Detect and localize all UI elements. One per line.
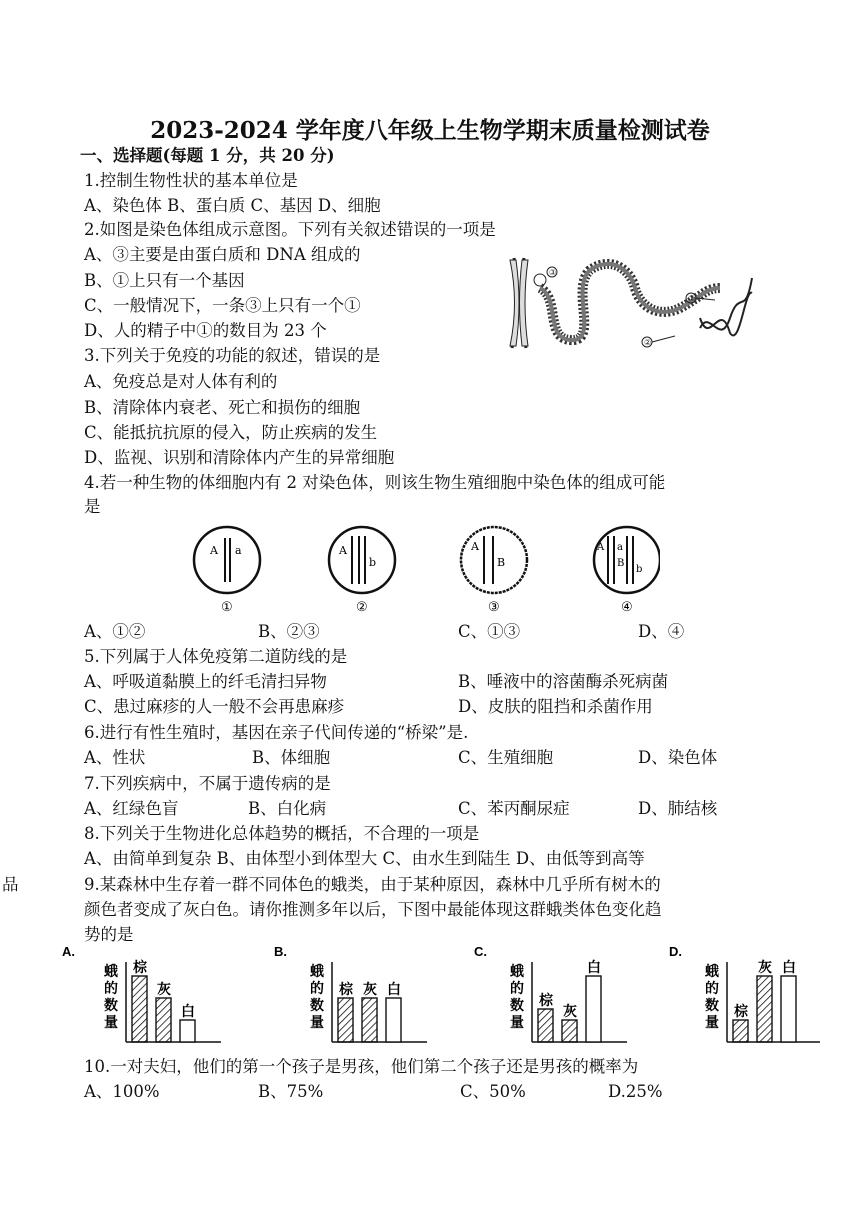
- cell-3-num: ③: [488, 600, 500, 615]
- chart-2-bar-label-3: 白: [387, 982, 401, 998]
- chart-2-bar-label-1: 棕: [339, 982, 353, 998]
- moth-charts: [60, 942, 820, 1052]
- q10-option-b: B、75%: [258, 1082, 324, 1101]
- chart-1-bar-3: [180, 1020, 195, 1042]
- cell-2-letter-b: b: [369, 556, 377, 569]
- cell-1: [194, 527, 260, 615]
- q2-option-a: A、③主要是由蛋白质和 DNA 组成的: [84, 245, 361, 264]
- q5-option-c: C、患过麻疹的人一般不会再患麻疹: [84, 697, 345, 716]
- chart-3-bar-label-1: 棕: [539, 993, 553, 1009]
- q5-option-d: D、皮肤的阻挡和杀菌作用: [458, 697, 653, 716]
- margin-mark: 品: [2, 875, 19, 894]
- chromosome-figure: [500, 248, 760, 360]
- cell-2-letter-a: A: [339, 544, 347, 557]
- q8-stem: 8.下列关于生物进化总体趋势的概括，不合理的一项是: [84, 824, 480, 843]
- chart-1-bar-label-2: 灰: [157, 982, 171, 998]
- cell-2: [329, 527, 395, 615]
- q5-option-b: B、唾液中的溶菌酶杀死病菌: [458, 672, 669, 691]
- chart-1-bar-label-1: 棕: [133, 960, 147, 976]
- cell-4-letter-a: A: [597, 542, 605, 553]
- q4-option-c: C、①③: [458, 622, 521, 641]
- chart-3-panel-label: C.: [474, 944, 487, 959]
- q3-option-a: A、免疫总是对人体有利的: [84, 372, 278, 391]
- q10-stem: 10.一对夫妇，他们的第一个孩子是男孩，他们第二个孩子还是男孩的概率为: [84, 1057, 639, 1076]
- chart-2-panel-label: B.: [274, 944, 287, 959]
- q6-option-c: C、生殖细胞: [458, 748, 554, 767]
- q7-option-b: B、白化病: [248, 799, 327, 818]
- chart-4-bar-3: [781, 976, 796, 1042]
- cell-3-letter-a: A: [471, 540, 479, 553]
- chart-1-ylabel: 蛾的数量: [104, 964, 118, 1031]
- q2-option-b: B、①上只有一个基因: [84, 271, 245, 290]
- q2-stem: 2.如图是染色体组成示意图。下列有关叙述错误的一项是: [84, 220, 496, 239]
- q4-option-d: D、④: [638, 622, 685, 641]
- q8-options: A、由简单到复杂 B、由体型小到体型大 C、由水生到陆生 D、由低等到高等: [84, 849, 645, 868]
- q3-option-c: C、能抵抗抗原的侵入，防止疾病的发生: [84, 423, 378, 442]
- cell-1-letter-a: A: [210, 544, 218, 557]
- q3-option-d: D、监视、识别和清除体内产生的异常细胞: [84, 448, 395, 467]
- chart-2-bar-3: [386, 998, 401, 1042]
- chart-3-ylabel: 蛾的数量: [510, 964, 524, 1031]
- q10-option-c: C、50%: [460, 1082, 526, 1101]
- q1-options: A、染色体 B、蛋白质 C、基因 D、细胞: [84, 196, 381, 215]
- q7-stem: 7.下列疾病中，不属于遗传病的是: [84, 774, 331, 793]
- q2-option-d: D、人的精子中①的数目为 23 个: [84, 321, 327, 340]
- q6-option-b: B、体细胞: [252, 748, 331, 767]
- q3-stem: 3.下列关于免疫的功能的叙述，错误的是: [84, 346, 381, 365]
- chart-4-bar-1: [733, 1020, 748, 1042]
- cell-4-letter-b: a: [617, 542, 623, 553]
- q2-option-c: C、一般情况下，一条③上只有一个①: [84, 296, 361, 315]
- cell-4-num: ④: [621, 600, 633, 615]
- q7-option-a: A、红绿色盲: [84, 799, 179, 818]
- q6-option-a: A、性状: [84, 748, 146, 767]
- chart-4-ylabel: 蛾的数量: [705, 964, 719, 1031]
- cell-4: [594, 527, 660, 615]
- cells-figure: [190, 520, 660, 615]
- q1-stem: 1.控制生物性状的基本单位是: [84, 171, 298, 190]
- chart-3-bar-2: [562, 1020, 577, 1042]
- chart-2-bar-1: [338, 998, 353, 1042]
- q10-option-a: A、100%: [84, 1082, 160, 1101]
- chart-3-bar-3: [586, 976, 601, 1042]
- q6-option-d: D、染色体: [638, 748, 718, 767]
- q3-option-b: B、清除体内衰老、死亡和损伤的细胞: [84, 398, 361, 417]
- cell-4-letter-c: B: [617, 558, 625, 569]
- cell-3: [461, 527, 527, 615]
- chart-1-bar-1: [132, 976, 147, 1042]
- fig-label-2: ②: [644, 338, 652, 347]
- chart-3-bar-1: [538, 1009, 553, 1042]
- cell-3-letter-b: B: [497, 556, 506, 569]
- fig-label-1: ①: [688, 294, 696, 303]
- q9-line1: 9.某森林中生存着一群不同体色的蛾类，由于某种原因，森林中几乎所有树木的: [84, 875, 661, 894]
- cell-1-letter-b: a: [235, 544, 242, 557]
- chart-1-panel-label: A.: [62, 944, 75, 959]
- chart-1-bar-label-3: 白: [181, 1004, 195, 1020]
- q4-stem-cont: 是: [84, 497, 101, 516]
- chart-4-bar-2: [757, 976, 772, 1042]
- cell-1-num: ①: [221, 600, 233, 615]
- section-heading: 一、选择题(每题 1 分，共 20 分): [80, 146, 335, 165]
- q5-option-a: A、呼吸道黏膜上的纤毛清扫异物: [84, 672, 327, 691]
- chart-1-bar-2: [156, 998, 171, 1042]
- q4-option-a: A、①②: [84, 622, 146, 641]
- cell-4-letter-d: b: [636, 564, 643, 575]
- q5-stem: 5.下列属于人体免疫第二道防线的是: [84, 647, 348, 666]
- q4-stem: 4.若一种生物的体细胞内有 2 对染色体，则该生物生殖细胞中染色体的组成可能: [84, 473, 666, 492]
- fig-label-3: ③: [549, 268, 557, 277]
- chart-2-ylabel: 蛾的数量: [310, 964, 324, 1031]
- q9-line2: 颜色者变成了灰白色。请你推测多年以后，下图中最能体现这群蛾类体色变化趋: [84, 900, 662, 919]
- chart-2-bar-label-2: 灰: [363, 982, 377, 998]
- chart-3-bar-label-3: 白: [587, 960, 601, 976]
- chart-2-bar-2: [362, 998, 377, 1042]
- q6-stem: 6.进行有性生殖时，基因在亲子代间传递的“桥梁”是.: [84, 723, 469, 742]
- q7-option-c: C、苯丙酮尿症: [458, 799, 570, 818]
- q7-option-d: D、肺结核: [638, 799, 718, 818]
- page-title: 2023-2024 学年度八年级上生物学期末质量检测试卷: [150, 117, 710, 144]
- q4-option-b: B、②③: [258, 622, 320, 641]
- chart-4-bar-label-3: 白: [782, 960, 796, 976]
- chart-4-panel-label: D.: [669, 944, 682, 959]
- cell-2-num: ②: [356, 600, 368, 615]
- chart-3-bar-label-2: 灰: [563, 1004, 577, 1020]
- chart-4-bar-label-1: 棕: [734, 1004, 748, 1020]
- q10-option-d: D.25%: [608, 1082, 663, 1101]
- q9-line3: 势的是: [84, 925, 134, 944]
- chart-4-bar-label-2: 灰: [758, 960, 772, 976]
